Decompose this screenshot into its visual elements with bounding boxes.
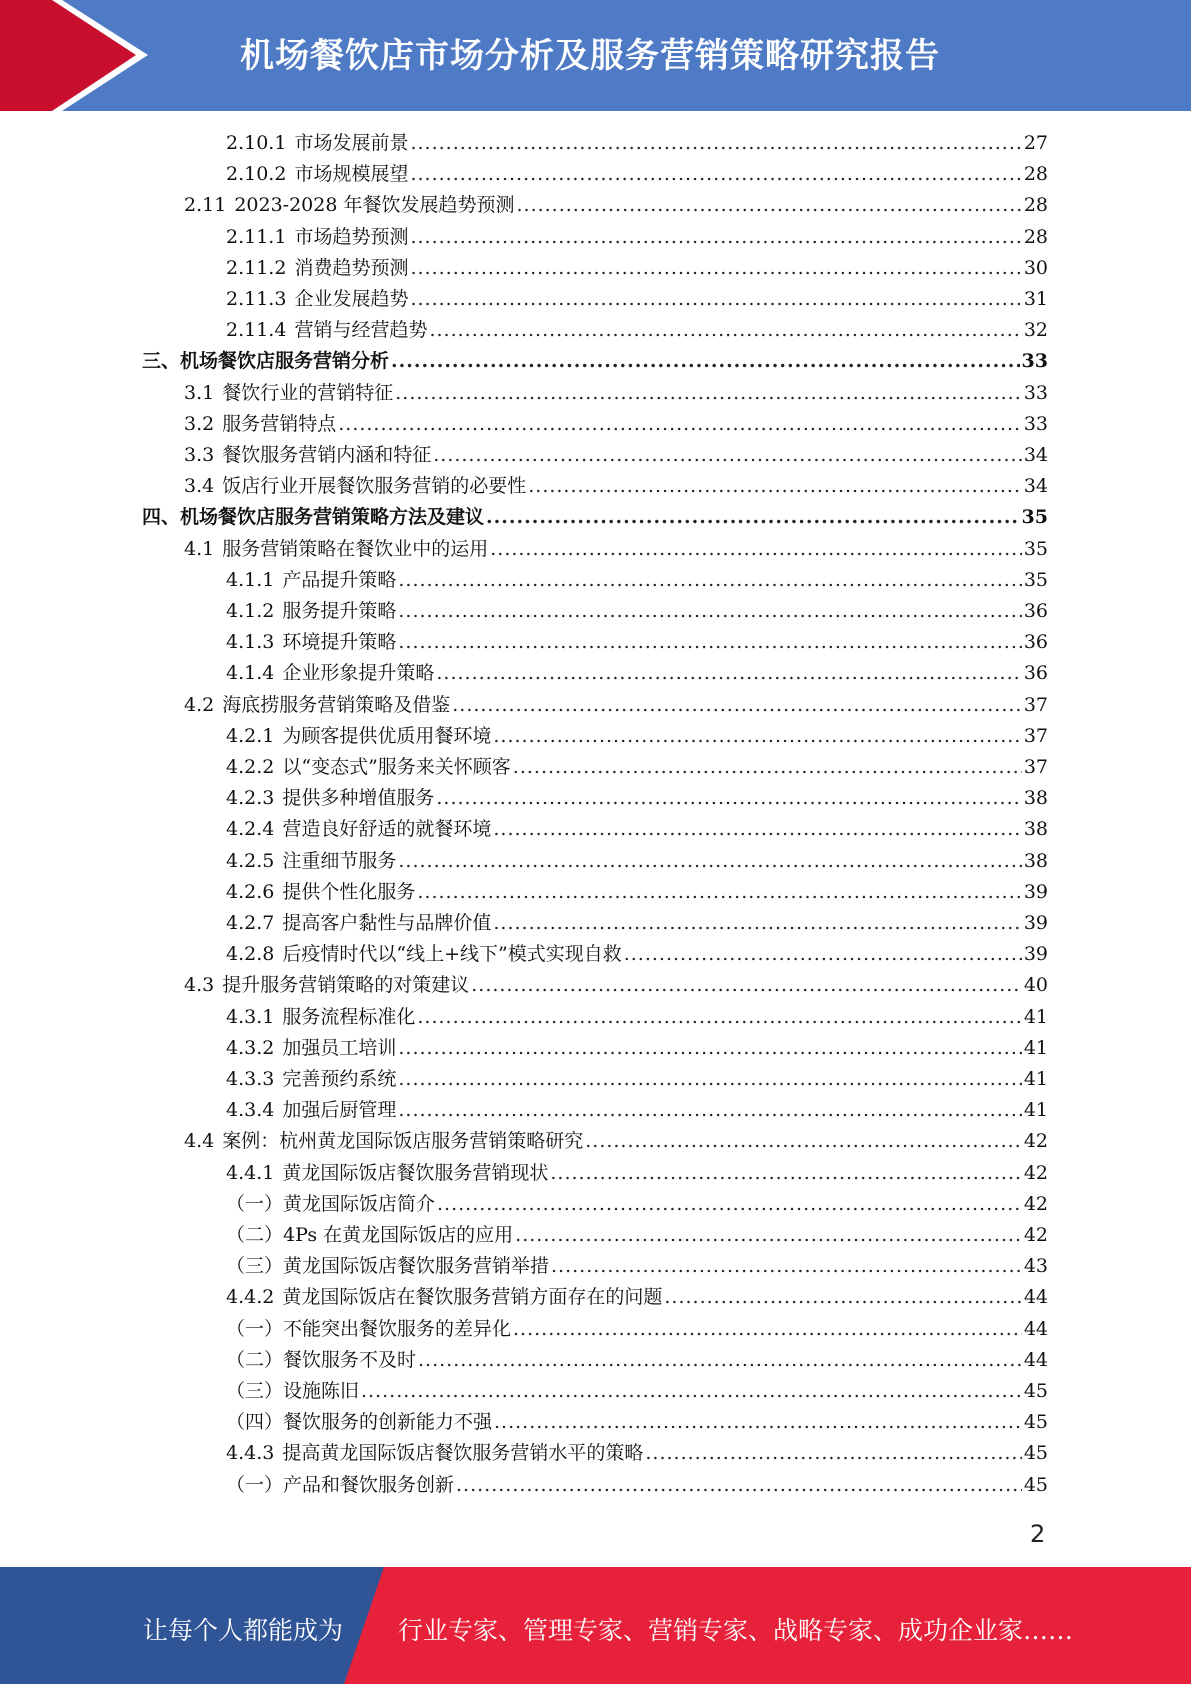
toc-dot-leader [410, 128, 1021, 159]
toc-entry-number: 3.1 [184, 382, 215, 404]
toc-dot-leader [437, 1189, 1022, 1220]
toc-entry-number: 4.2.8 [226, 943, 275, 965]
toc-dot-leader [516, 190, 1021, 221]
toc-entry-page: 37 [1023, 694, 1048, 716]
toc-entry[interactable] [184, 970, 1048, 1001]
toc-entry-number: 4.1.2 [226, 600, 275, 622]
toc-entry-page: 33 [1023, 413, 1048, 435]
toc-entry-number: 4.1.4 [226, 662, 275, 684]
toc-dot-leader [436, 783, 1021, 814]
toc-entry-page: 33 [1023, 382, 1048, 404]
toc-entry[interactable] [226, 565, 1048, 596]
toc-entry-title: 营销与经营趋势 [294, 319, 428, 341]
toc-entry-title: 提高客户黏性与品牌价值 [282, 912, 492, 934]
report-title: 机场餐饮店市场分析及服务营销策略研究报告 [240, 36, 940, 76]
toc-entry-page: 39 [1023, 943, 1048, 965]
toc-entry-page: 45 [1023, 1442, 1048, 1464]
toc-entry-page: 35 [1023, 569, 1048, 591]
toc-dot-leader [398, 596, 1021, 627]
toc-dot-leader [398, 846, 1021, 877]
toc-entry-number: 4.2 [184, 694, 215, 716]
toc-entry[interactable] [226, 284, 1048, 315]
toc-entry[interactable] [184, 440, 1048, 471]
toc-entry[interactable] [226, 1220, 1048, 1251]
toc-entry-page: 33 [1021, 350, 1048, 372]
toc-entry-title: 餐饮行业的营销特征 [222, 382, 394, 404]
toc-entry-page: 44 [1023, 1286, 1048, 1308]
toc-dot-leader [528, 471, 1022, 502]
toc-dot-leader [471, 970, 1022, 1001]
toc-entry-title: 服务营销特点 [222, 413, 337, 435]
toc-entry[interactable] [226, 1345, 1048, 1376]
toc-dot-leader [361, 1376, 1022, 1407]
toc-entry-number: 3.4 [184, 475, 215, 497]
footer-tagline: 行业专家、管理专家、营销专家、战略专家、成功企业家…… [398, 1616, 1074, 1645]
toc-entry-number: 2.10.2 [226, 163, 287, 185]
report-footer [0, 1567, 1191, 1684]
toc-entry[interactable] [226, 315, 1048, 346]
toc-entry[interactable] [184, 190, 1048, 221]
toc-entry[interactable] [226, 1095, 1048, 1126]
toc-entry-title: 消费趋势预测 [294, 257, 409, 279]
toc-entry[interactable] [226, 908, 1048, 939]
toc-dot-leader [417, 1002, 1021, 1033]
toc-entry[interactable] [142, 502, 1048, 533]
toc-entry-title: 提升服务营销策略的对策建议 [222, 974, 470, 996]
toc-entry[interactable] [226, 1002, 1048, 1033]
toc-entry-page: 35 [1023, 538, 1048, 560]
toc-entry-title: 黄龙国际饭店在餐饮服务营销方面存在的问题 [282, 1286, 663, 1308]
toc-entry[interactable] [184, 378, 1048, 409]
toc-entry[interactable] [226, 658, 1048, 689]
toc-entry-page: 45 [1023, 1411, 1048, 1433]
toc-entry-page: 34 [1023, 444, 1048, 466]
toc-entry-page: 44 [1023, 1318, 1048, 1340]
toc-dot-leader [410, 253, 1021, 284]
toc-entry-page: 36 [1023, 600, 1048, 622]
toc-entry-page: 38 [1023, 787, 1048, 809]
toc-entry-title: 企业发展趋势 [294, 288, 409, 310]
toc-entry-title: 服务提升策略 [282, 600, 397, 622]
toc-entry-title: 服务营销策略在餐饮业中的运用 [222, 538, 489, 560]
toc-entry-number: 2.11.4 [226, 319, 287, 341]
toc-entry-page: 42 [1023, 1162, 1048, 1184]
toc-entry[interactable] [226, 1470, 1048, 1501]
toc-entry[interactable] [142, 346, 1048, 377]
toc-entry-title: 市场规模展望 [294, 163, 409, 185]
toc-entry-number: 4.4 [184, 1130, 215, 1152]
toc-dot-leader [624, 939, 1022, 970]
toc-entry-page: 37 [1023, 725, 1048, 747]
toc-entry[interactable] [226, 1158, 1048, 1189]
toc-entry[interactable] [226, 939, 1048, 970]
toc-dot-leader [456, 1470, 1022, 1501]
toc-entry-page: 42 [1023, 1193, 1048, 1215]
toc-entry-title: （一）产品和餐饮服务创新 [226, 1474, 455, 1496]
toc-entry-page: 42 [1023, 1224, 1048, 1246]
toc-entry[interactable] [226, 846, 1048, 877]
toc-dot-leader [551, 1251, 1022, 1282]
toc-entry-title: 餐饮服务营销内涵和特征 [222, 444, 432, 466]
toc-entry[interactable] [226, 721, 1048, 752]
toc-entry-page: 45 [1023, 1474, 1048, 1496]
toc-entry-title: 市场趋势预测 [294, 226, 409, 248]
toc-entry-page: 30 [1023, 257, 1048, 279]
toc-entry-page: 45 [1023, 1380, 1048, 1402]
toc-entry-page: 28 [1023, 226, 1048, 248]
toc-entry-number: 4.4.3 [226, 1442, 275, 1464]
toc-entry-number: 2.10.1 [226, 132, 287, 154]
toc-entry-title: 以“变态式”服务来关怀顾客 [282, 756, 511, 778]
toc-entry-number: 4.3 [184, 974, 215, 996]
toc-dot-leader [433, 440, 1022, 471]
toc-dot-leader [490, 534, 1022, 565]
toc-dot-leader [395, 378, 1022, 409]
toc-entry[interactable] [226, 1251, 1048, 1282]
toc-entry-number: 4.3.4 [226, 1099, 275, 1121]
toc-entry[interactable] [226, 1438, 1048, 1469]
toc-entry-title: 黄龙国际饭店餐饮服务营销现状 [282, 1162, 549, 1184]
toc-entry-page: 28 [1023, 194, 1048, 216]
toc-entry-number: 4.2.1 [226, 725, 275, 747]
toc-entry-title: 海底捞服务营销策略及借鉴 [222, 694, 451, 716]
toc-entry-number: 4.2.7 [226, 912, 275, 934]
toc-entry-title: （一）黄龙国际饭店简介 [226, 1193, 436, 1215]
toc-entry[interactable] [226, 752, 1048, 783]
toc-dot-leader [429, 315, 1021, 346]
toc-entry-page: 44 [1023, 1349, 1048, 1371]
toc-entry-page: 41 [1023, 1068, 1048, 1090]
toc-entry-title: 饭店行业开展餐饮服务营销的必要性 [222, 475, 527, 497]
toc-entry-number: 4.4.1 [226, 1162, 275, 1184]
toc-entry-page: 42 [1023, 1130, 1048, 1152]
toc-dot-leader [398, 1064, 1021, 1095]
toc-dot-leader [513, 1314, 1022, 1345]
toc-entry-page: 37 [1023, 756, 1048, 778]
toc-entry-page: 32 [1023, 319, 1048, 341]
toc-entry-title: （二）4Ps 在黄龙国际饭店的应用 [226, 1224, 514, 1246]
toc-entry-title: （三）黄龙国际饭店餐饮服务营销举措 [226, 1255, 550, 1277]
toc-entry-number: 4.3.2 [226, 1037, 275, 1059]
toc-entry-number: 2.11.1 [226, 226, 287, 248]
toc-dot-leader [513, 752, 1022, 783]
toc-entry[interactable] [184, 534, 1048, 565]
report-header [0, 0, 1191, 111]
toc-entry-number: 4.2.3 [226, 787, 275, 809]
toc-entry[interactable] [226, 159, 1048, 190]
toc-entry[interactable] [226, 1033, 1048, 1064]
toc-entry-number: 4.2.2 [226, 756, 275, 778]
toc-entry-title: 环境提升策略 [282, 631, 397, 653]
toc-entry-number: 4.1.3 [226, 631, 275, 653]
toc-dot-leader [493, 814, 1021, 845]
toc-dot-leader [410, 159, 1021, 190]
toc-dot-leader [494, 1407, 1022, 1438]
toc-entry-title: 完善预约系统 [282, 1068, 397, 1090]
toc-dot-leader [391, 346, 1020, 377]
toc-entry-page: 41 [1023, 1037, 1048, 1059]
toc-entry-page: 43 [1023, 1255, 1048, 1277]
toc-entry-number: 4.3.3 [226, 1068, 275, 1090]
toc-entry-page: 40 [1023, 974, 1048, 996]
toc-entry-page: 41 [1023, 1006, 1048, 1028]
toc-entry-title: 三、机场餐饮店服务营销分析 [142, 350, 390, 372]
toc-entry-page: 38 [1023, 818, 1048, 840]
toc-dot-leader [585, 1126, 1022, 1157]
toc-entry[interactable] [226, 1314, 1048, 1345]
toc-entry-number: 4.1.1 [226, 569, 275, 591]
toc-entry[interactable] [226, 1189, 1048, 1220]
toc-entry-title: 加强员工培训 [282, 1037, 397, 1059]
toc-entry-page: 27 [1023, 132, 1048, 154]
toc-entry[interactable] [226, 877, 1048, 908]
toc-dot-leader [493, 721, 1021, 752]
toc-dot-leader [410, 222, 1021, 253]
toc-entry[interactable] [226, 627, 1048, 658]
toc-entry-page: 38 [1023, 850, 1048, 872]
toc-entry-page: 35 [1021, 506, 1048, 528]
toc-entry-title: 四、机场餐饮店服务营销策略方法及建议 [142, 506, 485, 528]
toc-dot-leader [417, 877, 1021, 908]
toc-dot-leader [486, 502, 1020, 533]
toc-entry-page: 36 [1023, 631, 1048, 653]
toc-entry-title: 提供个性化服务 [282, 881, 416, 903]
toc-entry-page: 41 [1023, 1099, 1048, 1121]
toc-entry-number: 4.2.4 [226, 818, 275, 840]
toc-dot-leader [493, 908, 1021, 939]
toc-entry-page: 28 [1023, 163, 1048, 185]
toc-entry-title: （二）餐饮服务不及时 [226, 1349, 417, 1371]
toc-entry-title: 市场发展前景 [294, 132, 409, 154]
toc-entry-title: （四）餐饮服务的创新能力不强 [226, 1411, 493, 1433]
toc-entry-number: 2.11.2 [226, 257, 287, 279]
toc-entry-number: 2.11.3 [226, 288, 287, 310]
toc-entry-page: 39 [1023, 881, 1048, 903]
toc-entry-page: 34 [1023, 475, 1048, 497]
toc-dot-leader [664, 1282, 1021, 1313]
toc-entry[interactable] [226, 814, 1048, 845]
toc-entry[interactable] [226, 1376, 1048, 1407]
footer-slogan: 让每个人都能成为 [143, 1616, 344, 1645]
toc-entry-title: 注重细节服务 [282, 850, 397, 872]
toc-entry[interactable] [226, 596, 1048, 627]
toc-entry-page: 36 [1023, 662, 1048, 684]
toc-entry-number: 4.2.5 [226, 850, 275, 872]
toc-entry-title: 提供多种增值服务 [282, 787, 435, 809]
toc-dot-leader [550, 1158, 1021, 1189]
toc-entry-number: 4.2.6 [226, 881, 275, 903]
toc-entry-page: 39 [1023, 912, 1048, 934]
toc-entry[interactable] [226, 222, 1048, 253]
toc-entry-title: 案例：杭州黄龙国际饭店服务营销策略研究 [222, 1130, 584, 1152]
toc-entry-page: 31 [1023, 288, 1048, 310]
toc-dot-leader [338, 409, 1022, 440]
toc-entry-number: 3.2 [184, 413, 215, 435]
toc-entry-number: 3.3 [184, 444, 215, 466]
toc-entry[interactable] [226, 1064, 1048, 1095]
toc-entry-number: 4.1 [184, 538, 215, 560]
toc-dot-leader [436, 658, 1021, 689]
toc-entry[interactable] [184, 409, 1048, 440]
toc-entry-title: （一）不能突出餐饮服务的差异化 [226, 1318, 512, 1340]
toc-entry-title: 加强后厨管理 [282, 1099, 397, 1121]
toc-dot-leader [452, 690, 1022, 721]
toc-entry-title: 2023-2028 年餐饮发展趋势预测 [234, 194, 515, 216]
toc-dot-leader [398, 1095, 1021, 1126]
toc-entry[interactable] [226, 128, 1048, 159]
toc-entry[interactable] [226, 1282, 1048, 1313]
toc-dot-leader [410, 284, 1021, 315]
toc-entry[interactable] [226, 1407, 1048, 1438]
toc-entry-title: （三）设施陈旧 [226, 1380, 360, 1402]
page-number: 2 [1030, 1520, 1046, 1548]
toc-entry[interactable] [226, 783, 1048, 814]
toc-entry-title: 为顾客提供优质用餐环境 [282, 725, 492, 747]
toc-entry-number: 2.11 [184, 194, 227, 216]
toc-entry[interactable] [184, 1126, 1048, 1157]
toc-entry-title: 后疫情时代以“线上+线下”模式实现自救 [282, 943, 622, 965]
toc-entry[interactable] [184, 471, 1048, 502]
toc-dot-leader [398, 627, 1021, 658]
toc-dot-leader [398, 565, 1021, 596]
toc-entry-number: 4.4.2 [226, 1286, 275, 1308]
toc-entry-title: 提高黄龙国际饭店餐饮服务营销水平的策略 [282, 1442, 644, 1464]
toc-entry-title: 服务流程标准化 [282, 1006, 416, 1028]
toc-entry-title: 企业形象提升策略 [282, 662, 435, 684]
toc-entry[interactable] [226, 253, 1048, 284]
toc-entry-title: 产品提升策略 [282, 569, 397, 591]
toc-dot-leader [398, 1033, 1021, 1064]
toc-dot-leader [645, 1438, 1021, 1469]
toc-entry-number: 4.3.1 [226, 1006, 275, 1028]
toc-dot-leader [515, 1220, 1022, 1251]
toc-dot-leader [418, 1345, 1022, 1376]
toc-entry[interactable] [184, 690, 1048, 721]
toc-entry-title: 营造良好舒适的就餐环境 [282, 818, 492, 840]
